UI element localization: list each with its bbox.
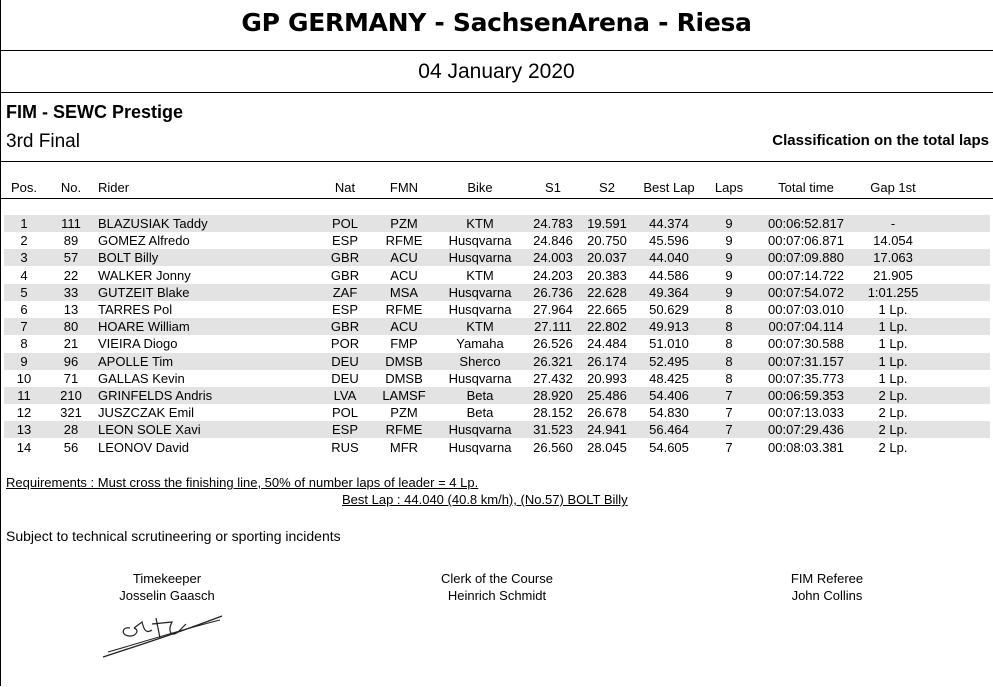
column-header-gap: Gap 1st — [870, 180, 916, 195]
cell-fmn: ACU — [390, 250, 418, 266]
cell-rider: JUSZCZAK Emil — [98, 405, 195, 421]
cell-best-lap: 54.406 — [649, 388, 689, 403]
cell-laps: 8 — [725, 353, 733, 369]
table-row — [4, 318, 990, 335]
table-row — [4, 215, 990, 232]
cell-fmn: DMSB — [385, 353, 423, 369]
cell-pos: 14 — [16, 439, 32, 455]
cell-s2: 20.993 — [587, 370, 627, 386]
cell-total-time: 00:07:54.072 — [768, 284, 844, 300]
cell-laps: 9 — [725, 284, 733, 300]
divider — [0, 92, 993, 93]
cell-best-lap: 44.040 — [649, 250, 689, 266]
scrutineering-note: Subject to technical scrutineering or sporting incidents — [6, 528, 341, 544]
cell-laps: 7 — [725, 422, 733, 438]
cell-bike: Husqvarna — [448, 422, 512, 438]
cell-nat: ESP — [331, 422, 359, 438]
cell-gap: 1 Lp. — [878, 370, 908, 386]
cell-s1: 26.560 — [533, 439, 573, 455]
best-lap-note: Best Lap : 44.040 (40.8 km/h), (No.57) BOLT Billy — [342, 492, 628, 507]
cell-fmn: RFME — [385, 422, 423, 438]
cell-s2: 20.037 — [587, 250, 627, 266]
cell-rider: BLAZUSIAK Taddy — [98, 216, 208, 231]
cell-s2: 26.174 — [587, 353, 627, 369]
cell-bike: Husqvarna — [448, 370, 512, 386]
cell-best-lap: 50.629 — [649, 302, 689, 317]
classification-label: Classification on the total laps — [772, 132, 989, 149]
table-row — [4, 232, 990, 249]
cell-number: 321 — [60, 405, 82, 421]
cell-number: 33 — [63, 284, 79, 300]
table-row — [4, 387, 990, 404]
cell-pos: 3 — [20, 250, 28, 266]
cell-gap: 1 Lp. — [878, 319, 908, 335]
cell-total-time: 00:07:06.871 — [768, 233, 844, 249]
cell-nat: GBR — [330, 250, 360, 266]
cell-pos: 6 — [20, 302, 28, 317]
cell-s1: 24.783 — [533, 216, 573, 231]
cell-nat: POL — [331, 216, 359, 231]
cell-laps: 8 — [725, 336, 733, 352]
cell-bike: KTM — [466, 319, 494, 335]
cell-total-time: 00:07:31.157 — [768, 353, 844, 369]
cell-number: 80 — [63, 319, 79, 335]
cell-s1: 26.526 — [533, 336, 573, 352]
cell-gap: 17.063 — [873, 250, 913, 266]
column-header-best-lap: Best Lap — [643, 180, 695, 195]
cell-nat: ZAF — [332, 284, 358, 300]
cell-bike: KTM — [466, 267, 494, 283]
cell-nat: LVA — [333, 388, 357, 403]
cell-pos: 10 — [16, 370, 32, 386]
cell-best-lap: 56.464 — [649, 422, 689, 438]
cell-best-lap: 52.495 — [649, 353, 689, 369]
cell-s2: 22.628 — [587, 284, 627, 300]
cell-s1: 28.920 — [533, 388, 573, 403]
cell-total-time: 00:08:03.381 — [768, 439, 844, 455]
championship-name: FIM - SEWC Prestige — [6, 102, 184, 122]
column-header-total-time: Total time — [778, 180, 834, 195]
official-timekeeper — [57, 570, 277, 604]
cell-best-lap: 44.374 — [649, 216, 689, 231]
cell-rider: HOARE William — [98, 319, 190, 335]
official-role: FIM Referee — [790, 571, 864, 586]
cell-pos: 2 — [20, 233, 28, 249]
cell-fmn: RFME — [385, 233, 423, 249]
cell-total-time: 00:07:35.773 — [768, 370, 844, 386]
cell-nat: ESP — [331, 233, 359, 249]
column-header-number: No. — [60, 180, 82, 195]
cell-s2: 20.383 — [587, 267, 627, 283]
cell-total-time: 00:07:14.722 — [768, 267, 844, 283]
cell-bike: KTM — [466, 216, 494, 231]
cell-bike: Sherco — [459, 353, 501, 369]
cell-nat: ESP — [331, 302, 359, 317]
table-row — [4, 301, 990, 318]
cell-number: 210 — [60, 388, 82, 403]
column-header-fmn: FMN — [389, 180, 419, 195]
cell-s2: 19.591 — [587, 216, 627, 231]
cell-nat: POL — [331, 405, 359, 421]
cell-gap: 14.054 — [873, 233, 913, 249]
cell-best-lap: 49.913 — [649, 319, 689, 335]
cell-nat: RUS — [331, 439, 359, 455]
column-header-rider: Rider — [98, 180, 130, 195]
cell-best-lap: 44.586 — [649, 267, 689, 283]
cell-fmn: LAMSF — [382, 388, 426, 403]
cell-s2: 20.750 — [587, 233, 627, 249]
cell-pos: 7 — [20, 319, 28, 335]
cell-nat: GBR — [330, 319, 360, 335]
cell-pos: 4 — [20, 267, 28, 283]
table-row — [4, 404, 990, 421]
cell-s2: 24.484 — [587, 336, 627, 352]
cell-nat: POR — [330, 336, 360, 352]
table-row — [4, 267, 990, 284]
cell-best-lap: 45.596 — [649, 233, 689, 249]
cell-laps: 9 — [725, 216, 733, 231]
cell-fmn: RFME — [385, 302, 423, 317]
cell-pos: 8 — [20, 336, 28, 352]
cell-total-time: 00:06:59.353 — [768, 388, 844, 403]
cell-bike: Husqvarna — [448, 439, 512, 455]
cell-best-lap: 54.830 — [649, 405, 689, 421]
column-header-nat: Nat — [334, 180, 356, 195]
column-header-laps: Laps — [714, 180, 744, 195]
timekeeper-signature — [100, 608, 230, 663]
cell-laps: 8 — [725, 370, 733, 386]
cell-bike: Husqvarna — [448, 302, 512, 317]
cell-s1: 24.003 — [533, 250, 573, 266]
cell-laps: 8 — [725, 319, 733, 335]
cell-number: 89 — [63, 233, 79, 249]
divider — [0, 50, 993, 51]
cell-rider: VIEIRA Diogo — [98, 336, 178, 352]
cell-s2: 24.941 — [587, 422, 627, 438]
cell-s1: 26.736 — [533, 284, 573, 300]
cell-laps: 9 — [725, 250, 733, 266]
cell-total-time: 00:06:52.817 — [768, 216, 844, 231]
cell-fmn: ACU — [390, 319, 418, 335]
cell-gap: 2 Lp. — [878, 405, 908, 421]
table-row — [4, 249, 990, 266]
cell-total-time: 00:07:09.880 — [768, 250, 844, 266]
cell-s2: 22.665 — [587, 302, 627, 317]
cell-s1: 24.203 — [533, 267, 573, 283]
cell-pos: 5 — [20, 284, 28, 300]
column-header-s2: S2 — [599, 180, 615, 195]
cell-s1: 26.321 — [533, 353, 573, 369]
cell-bike: Husqvarna — [448, 284, 512, 300]
cell-rider: LEONOV David — [98, 439, 190, 455]
cell-s1: 27.111 — [534, 319, 572, 335]
cell-gap: 2 Lp. — [878, 439, 908, 455]
cell-rider: LEON SOLE Xavi — [98, 422, 201, 438]
cell-rider: GUTZEIT Blake — [98, 284, 190, 300]
cell-pos: 13 — [16, 422, 32, 438]
cell-gap: 2 Lp. — [878, 388, 908, 403]
cell-fmn: FMP — [390, 336, 418, 352]
table-row — [4, 439, 990, 456]
cell-number: 71 — [63, 370, 79, 386]
divider — [0, 161, 993, 162]
cell-laps: 7 — [725, 439, 733, 455]
cell-gap: 1 Lp. — [878, 336, 908, 352]
requirements-note: Requirements : Must cross the finishing line, 50% of number laps of leader = 4 Lp. — [6, 475, 479, 490]
cell-s1: 27.432 — [533, 370, 573, 386]
cell-total-time: 00:07:29.436 — [768, 422, 844, 438]
cell-number: 56 — [63, 439, 79, 455]
cell-pos: 9 — [20, 353, 28, 369]
official-clerk — [387, 570, 607, 604]
cell-gap: 1:01.255 — [867, 284, 919, 300]
cell-laps: 9 — [725, 233, 733, 249]
cell-gap: 21.905 — [873, 267, 913, 283]
cell-total-time: 00:07:13.033 — [768, 405, 844, 421]
cell-s2: 26.678 — [587, 405, 627, 421]
table-row — [4, 370, 990, 387]
official-role: Timekeeper — [132, 571, 202, 586]
cell-number: 28 — [63, 422, 79, 438]
cell-rider: GOMEZ Alfredo — [98, 233, 190, 249]
event-title: GP GERMANY - SachsenArena - Riesa — [241, 8, 752, 37]
cell-rider: GRINFELDS Andris — [98, 388, 213, 403]
cell-pos: 11 — [17, 388, 31, 403]
cell-best-lap: 51.010 — [649, 336, 689, 352]
cell-gap: 2 Lp. — [878, 422, 908, 438]
event-date: 04 January 2020 — [418, 60, 575, 83]
official-referee — [717, 570, 937, 604]
cell-best-lap: 48.425 — [649, 370, 689, 386]
cell-pos: 12 — [16, 405, 32, 421]
official-name: Josselin Gaasch — [119, 588, 215, 603]
cell-bike: Husqvarna — [448, 250, 512, 266]
cell-laps: 7 — [725, 405, 733, 421]
table-row — [4, 335, 990, 352]
cell-rider: GALLAS Kevin — [98, 370, 185, 386]
cell-fmn: PZM — [390, 405, 418, 421]
table-row — [4, 421, 990, 438]
cell-laps: 7 — [725, 388, 733, 403]
cell-pos: 1 — [20, 216, 28, 231]
cell-rider: BOLT Billy — [98, 250, 159, 266]
cell-s1: 24.846 — [533, 233, 573, 249]
cell-laps: 8 — [725, 302, 733, 317]
cell-number: 111 — [61, 216, 81, 231]
cell-s1: 27.964 — [533, 302, 573, 317]
cell-s1: 31.523 — [533, 422, 573, 438]
table-header-divider — [0, 198, 993, 199]
column-header-s1: S1 — [545, 180, 561, 195]
cell-laps: 9 — [725, 267, 733, 283]
cell-nat: DEU — [331, 353, 359, 369]
cell-best-lap: 49.364 — [649, 284, 689, 300]
cell-number: 22 — [63, 267, 79, 283]
cell-rider: APOLLE Tim — [98, 353, 174, 369]
official-role: Clerk of the Course — [441, 571, 553, 586]
column-header-bike: Bike — [467, 180, 493, 195]
cell-bike: Husqvarna — [448, 233, 512, 249]
cell-s1: 28.152 — [533, 405, 573, 421]
cell-fmn: ACU — [390, 267, 418, 283]
cell-nat: GBR — [330, 267, 360, 283]
cell-total-time: 00:07:30.588 — [768, 336, 844, 352]
official-name: Heinrich Schmidt — [447, 588, 547, 603]
cell-bike: Beta — [466, 388, 494, 403]
cell-total-time: 00:07:04.114 — [768, 319, 844, 335]
table-row — [4, 284, 990, 301]
cell-total-time: 00:07:03.010 — [768, 302, 844, 317]
cell-s2: 22.802 — [587, 319, 627, 335]
official-name: John Collins — [791, 588, 863, 603]
cell-gap: - — [890, 216, 896, 231]
cell-fmn: PZM — [390, 216, 418, 231]
table-row — [4, 353, 990, 370]
cell-bike: Yamaha — [456, 336, 504, 352]
cell-number: 96 — [63, 353, 79, 369]
cell-fmn: DMSB — [385, 370, 423, 386]
cell-nat: DEU — [331, 370, 359, 386]
cell-fmn: MSA — [389, 284, 419, 300]
cell-bike: Beta — [466, 405, 494, 421]
cell-s2: 25.486 — [587, 388, 627, 403]
cell-number: 57 — [63, 250, 79, 266]
cell-number: 13 — [63, 302, 79, 317]
cell-best-lap: 54.605 — [649, 439, 689, 455]
cell-gap: 1 Lp. — [878, 353, 908, 369]
column-header-pos: Pos. — [10, 180, 38, 195]
cell-number: 21 — [63, 336, 79, 352]
cell-fmn: MFR — [389, 439, 419, 455]
cell-s2: 28.045 — [587, 439, 627, 455]
cell-rider: WALKER Jonny — [98, 267, 191, 283]
cell-rider: TARRES Pol — [98, 302, 173, 317]
race-name: 3rd Final — [6, 131, 80, 152]
cell-gap: 1 Lp. — [878, 302, 908, 317]
